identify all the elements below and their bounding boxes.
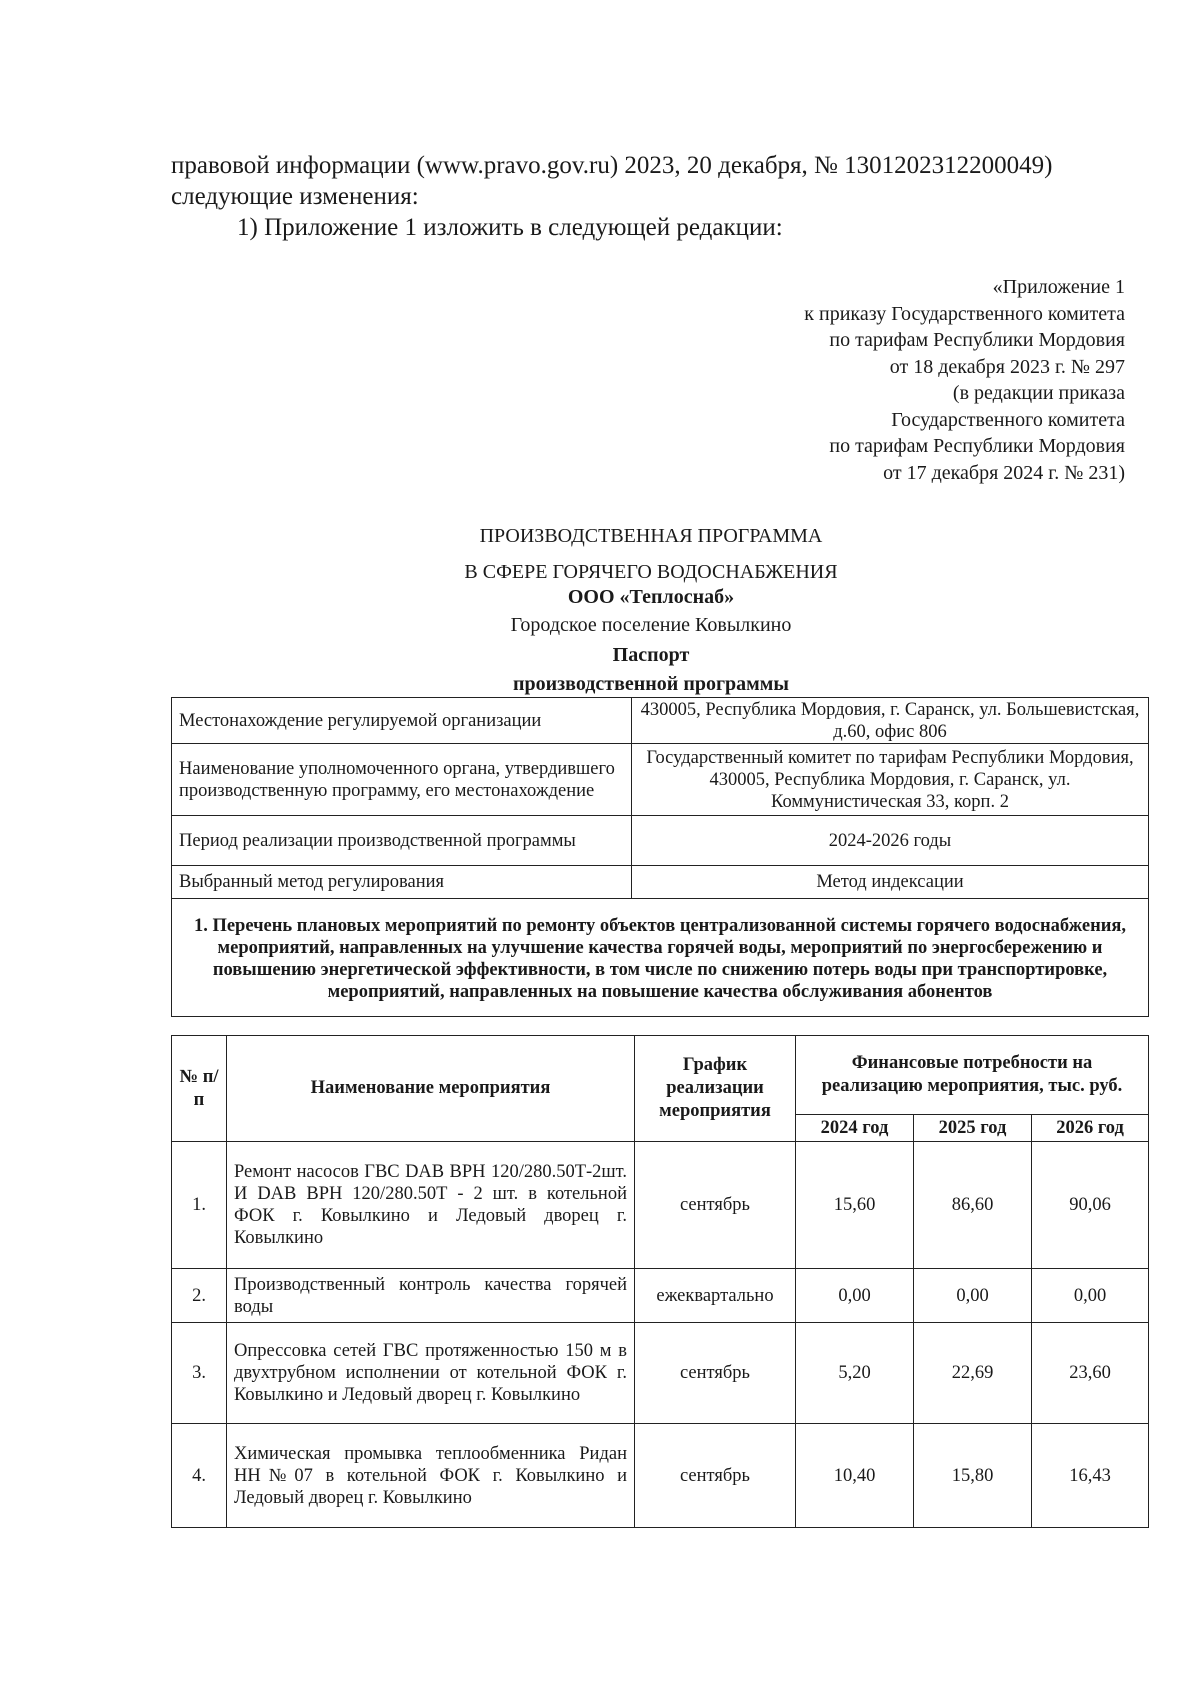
row-cost-2024: 5,20	[796, 1323, 914, 1424]
header-number: № п/п	[172, 1036, 227, 1142]
header-row	[172, 1036, 1149, 1115]
passport-label: Наименование уполномоченного органа, утвердившего производственную программу, его местонахождение	[172, 744, 632, 816]
row-measure-name: Химическая промывка теплообменника Ридан НН№07 в котельной ФОК г. Ковылкино и Ледовый дворец г. Ковылкино	[227, 1424, 635, 1528]
header-schedule: График реализации мероприятия	[635, 1036, 796, 1142]
header-year-2025: 2025 год	[914, 1115, 1032, 1142]
header-year-2024: 2024 год	[796, 1115, 914, 1142]
section-1-heading: 1. Перечень плановых мероприятий по ремонту объектов централизованной системы горячего водоснабжения, мероприятий, направленных на улучшение качества горячей воды, мероприятий по энергосбережению и повышению энергетической эффективности, в том числе по снижению потерь воды при транспортировке, мероприятий, направленных на повышение качества обслуживания абонентов	[172, 899, 1149, 1017]
row-schedule: сентябрь	[635, 1424, 796, 1528]
passport-row	[172, 816, 1149, 866]
row-cost-2026: 90,06	[1032, 1142, 1149, 1269]
passport-value: 430005, Республика Мордовия, г. Саранск, ул. Большевистская, д.60, офис 806	[632, 698, 1149, 744]
row-number: 1.	[172, 1142, 227, 1269]
passport-table	[171, 697, 1149, 1017]
row-measure-name: Производственный контроль качества горячей воды	[227, 1269, 635, 1323]
passport-value: Метод индексации	[632, 866, 1149, 899]
appendix-line: по тарифам Республики Мордовия	[829, 435, 1125, 457]
table-row	[172, 1269, 1149, 1323]
appendix-line: Государственного комитета	[891, 408, 1125, 431]
appendix-line: от 17 декабря 2024 г. № 231)	[883, 461, 1125, 484]
passport-row	[172, 744, 1149, 816]
row-schedule: ежеквартально	[635, 1269, 796, 1323]
passport-value: 2024-2026 годы	[632, 816, 1149, 866]
row-cost-2026: 23,60	[1032, 1323, 1149, 1424]
row-number: 3.	[172, 1323, 227, 1424]
row-schedule: сентябрь	[635, 1323, 796, 1424]
passport-value: Государственный комитет по тарифам Республики Мордовия, 430005, Республика Мордовия, г. Саранск, ул. Коммунистическая 33, корп. 2	[632, 744, 1149, 816]
appendix-line: от 18 декабря 2023 г. № 297	[889, 355, 1125, 378]
appendix-reference	[645, 274, 1125, 486]
row-number: 4.	[172, 1424, 227, 1528]
header-year-2026: 2026 год	[1032, 1115, 1149, 1142]
settlement-name: Городское поселение Ковылкино	[510, 614, 792, 636]
passport-label: Выбранный метод регулирования	[172, 866, 632, 899]
section-heading-row	[172, 899, 1149, 1017]
passport-row	[172, 866, 1149, 899]
passport-label: Местонахождение регулируемой организации	[172, 698, 632, 744]
row-cost-2024: 10,40	[796, 1424, 914, 1528]
row-cost-2024: 15,60	[796, 1142, 914, 1269]
row-number: 2.	[172, 1269, 227, 1323]
table-row	[172, 1424, 1149, 1528]
organization-name: ООО «Теплоснаб»	[567, 586, 735, 608]
header-finance: Финансовые потребности на реализацию мероприятия, тыс. руб.	[796, 1036, 1149, 1115]
sphere-title: В СФЕРЕ ГОРЯЧЕГО ВОДОСНАБЖЕНИЯ	[464, 561, 838, 583]
intro-line-2: следующие изменения:	[171, 183, 419, 210]
passport-row	[172, 698, 1149, 744]
row-cost-2024: 0,00	[796, 1269, 914, 1323]
program-title: ПРОИЗВОДСТВЕННАЯ ПРОГРАММА	[479, 525, 823, 547]
appendix-line: по тарифам Республики Мордовия	[829, 329, 1125, 351]
row-cost-2025: 15,80	[914, 1424, 1032, 1528]
row-measure-name: Опрессовка сетей ГВС протяженностью 150 м в двухтрубном исполнении от котельной ФОК г. Ковылкино и Ледовый дворец г. Ковылкино	[227, 1323, 635, 1424]
passport-title: Паспорт	[612, 644, 690, 666]
intro-paragraph	[171, 150, 1131, 243]
row-cost-2025: 86,60	[914, 1142, 1032, 1269]
row-cost-2026: 16,43	[1032, 1424, 1149, 1528]
row-schedule: сентябрь	[635, 1142, 796, 1269]
appendix-line: к приказу Государственного комитета	[804, 302, 1125, 325]
appendix-line: (в редакции приказа	[952, 382, 1125, 404]
passport-label: Период реализации производственной программы	[172, 816, 632, 866]
measures-table	[171, 1035, 1149, 1528]
intro-line-1: правовой информации (www.pravo.gov.ru) 2023, 20 декабря, № 1301202312200049)	[171, 152, 1053, 179]
intro-item-1: 1) Приложение 1 изложить в следующей редакции:	[237, 214, 783, 241]
row-cost-2026: 0,00	[1032, 1269, 1149, 1323]
header-name: Наименование мероприятия	[227, 1036, 635, 1142]
table-row	[172, 1142, 1149, 1269]
row-cost-2025: 22,69	[914, 1323, 1032, 1424]
table-row	[172, 1323, 1149, 1424]
row-cost-2025: 0,00	[914, 1269, 1032, 1323]
passport-subtitle: производственной программы	[512, 673, 790, 695]
row-measure-name: Ремонт насосов ГВС DAB ВРН 120/280.50Т-2шт. И DAB ВРН 120/280.50Т - 2 шт. в котельной ФОК г. Ковылкино и Ледовый дворец г. Ковылкино	[227, 1142, 635, 1269]
appendix-line: «Приложение 1	[992, 276, 1125, 298]
